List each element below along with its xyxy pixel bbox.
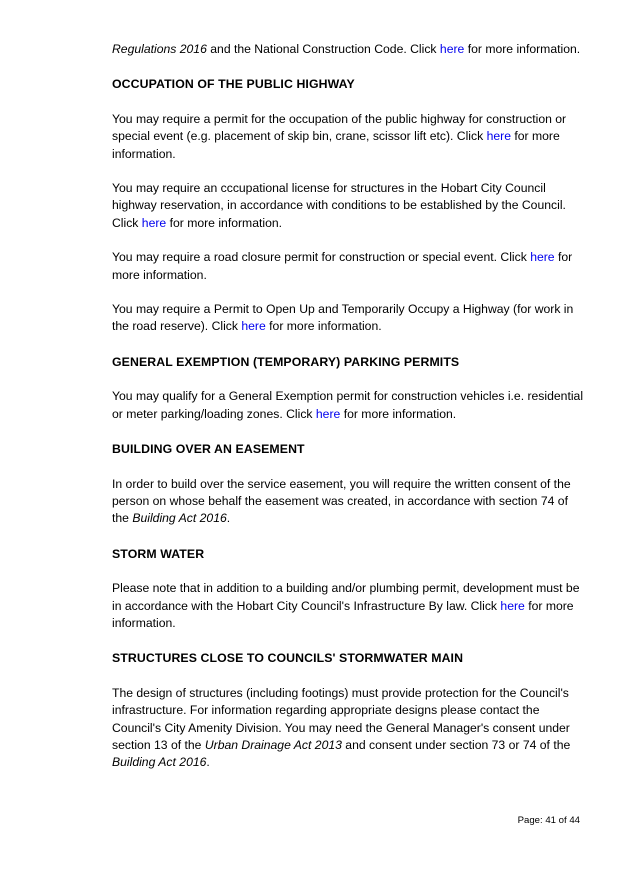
road-closure-link[interactable]: here bbox=[530, 250, 555, 265]
occupational-license-link[interactable]: here bbox=[141, 215, 167, 230]
occupation-paragraph-4: You may require a Permit to Open Up and Temporarily Occupy a Highway (for work in the road reserve). Click here for more information. bbox=[112, 302, 574, 334]
storm-water-paragraph: Please note that in addition to a building and/or plumbing permit, development must be in accordance with the Hobart City Council's Infrastructure By law. Click here for more information. bbox=[112, 581, 580, 630]
occupation-paragraph-2: You may require an cccupational license for structures in the Hobart City Council highway reservation, in accordance with conditions to be established by the Council. Click here for more information. bbox=[112, 181, 566, 230]
open-up-highway-link[interactable]: here bbox=[241, 319, 266, 334]
easement-heading: BUILDING OVER AN EASEMENT bbox=[112, 442, 305, 457]
parking-heading: GENERAL EXEMPTION (TEMPORARY) PARKING PERMITS bbox=[112, 354, 460, 369]
urban-drainage-act-title: Urban Drainage Act 2013 bbox=[204, 737, 342, 752]
parking-paragraph: You may qualify for a General Exemption permit for construction vehicles i.e. residential or meter parking/loading zones. Click here for more information. bbox=[112, 389, 584, 421]
building-act-title-2: Building Act 2016 bbox=[112, 755, 207, 770]
infrastructure-bylaw-link[interactable]: here bbox=[500, 598, 525, 613]
occupation-paragraph-3: You may require a road closure permit for construction or special event. Click here for more information. bbox=[112, 250, 573, 282]
storm-water-heading: STORM WATER bbox=[112, 546, 205, 561]
intro-paragraph: Regulations 2016 and the National Construction Code. Click here for more information. bbox=[112, 42, 581, 56]
easement-paragraph: In order to build over the service easement, you will require the written consent of the person on whose behalf the easement was created, in accordance with section 74 of the Building Act 2016. bbox=[112, 476, 571, 526]
page-content bbox=[112, 41, 586, 772]
stormwater-main-heading: STRUCTURES CLOSE TO COUNCILS' STORMWATER MAIN bbox=[112, 651, 464, 666]
occupation-heading: OCCUPATION OF THE PUBLIC HIGHWAY bbox=[112, 77, 355, 92]
page-number: Page: 41 of 44 bbox=[517, 815, 580, 826]
regulations-title: Regulations 2016 bbox=[112, 42, 207, 56]
stormwater-main-paragraph: The design of structures (including footings) must provide protection for the Council's infrastructure. For information regarding appropriate designs please contact the Council's City Amenity Division. You may need the General Manager's consent under section 13 of the Urban Drainage Act 2013 and consent under section 73 or 74 of the Building Act 2016. bbox=[112, 685, 571, 770]
occupation-permit-link[interactable]: here bbox=[486, 129, 511, 144]
parking-permit-link[interactable]: here bbox=[315, 406, 341, 421]
occupation-paragraph-1: You may require a permit for the occupation of the public highway for construction or special event (e.g. placement of skip bin, crane, scissor lift etc). Click here for more information. bbox=[112, 111, 567, 161]
regulations-link[interactable]: here bbox=[439, 42, 465, 56]
building-act-title: Building Act 2016 bbox=[132, 511, 227, 526]
